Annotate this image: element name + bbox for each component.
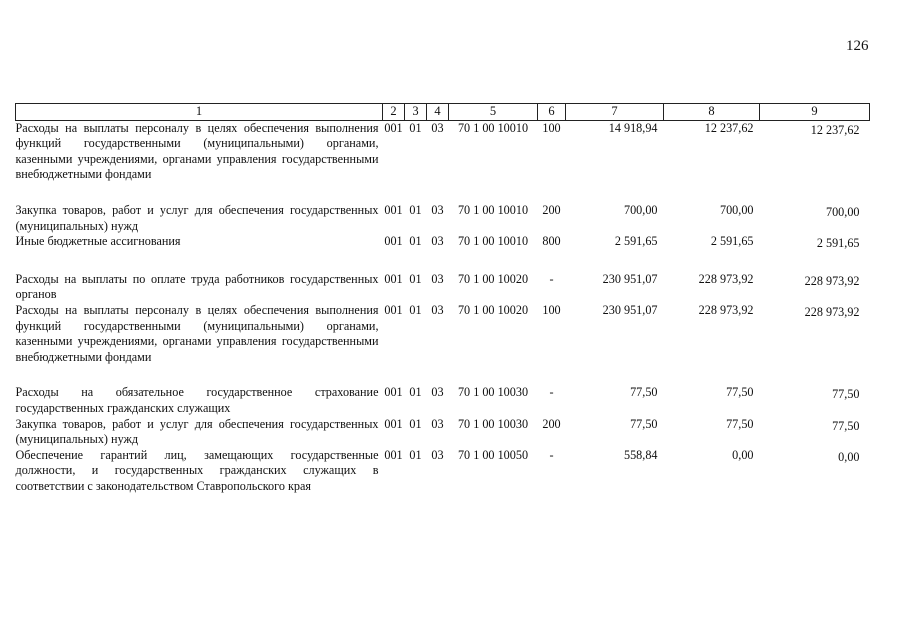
cell-amount-col7: 700,00 bbox=[623, 202, 658, 217]
cell-section: 01 bbox=[409, 202, 422, 217]
cell-expense-type: 200 bbox=[542, 416, 561, 431]
cell-subsection: 03 bbox=[431, 271, 444, 286]
cell-target-article: 70 1 00 10010 bbox=[457, 234, 529, 249]
cell-amount-col8: 77,50 bbox=[726, 416, 754, 431]
cell-amount-col7: 558,84 bbox=[623, 447, 658, 462]
cell-section: 01 bbox=[409, 416, 422, 431]
cell-expense-type: - bbox=[549, 385, 554, 400]
row-spacer bbox=[16, 365, 870, 385]
column-header: 8 bbox=[664, 104, 760, 121]
table-row bbox=[16, 448, 870, 495]
cell-amount-col8: 77,50 bbox=[726, 385, 754, 400]
cell-amount-col8: 2 591,65 bbox=[710, 234, 754, 249]
budget-table bbox=[15, 103, 869, 494]
cell-section: 01 bbox=[409, 302, 422, 317]
cell-description: Закупка товаров, работ и услуг для обеспечения государственных (муниципальных) нужд bbox=[15, 202, 379, 233]
cell-description: Расходы на обязательное государственное страхование государственных гражданских служащих bbox=[15, 385, 379, 415]
cell-description: Расходы на выплаты персоналу в целях обеспечения выполнения функций государственными (муниципальными) органами, казенными учреждениями, органами управления государственными внебюджетными фондами bbox=[15, 120, 379, 182]
cell-amount-col9: 12 237,62 bbox=[810, 122, 860, 137]
cell-description: Иные бюджетные ассигнования bbox=[15, 234, 181, 249]
cell-admin-code: 001 bbox=[384, 416, 403, 431]
spacer-cell bbox=[16, 365, 870, 385]
cell-target-article: 70 1 00 10050 bbox=[457, 447, 529, 462]
cell-subsection: 03 bbox=[431, 234, 444, 249]
cell-amount-col7: 2 591,65 bbox=[614, 234, 658, 249]
cell-expense-type: 800 bbox=[542, 234, 561, 249]
column-header: 4 bbox=[427, 104, 449, 121]
cell-admin-code: 001 bbox=[384, 302, 403, 317]
cell-admin-code: 001 bbox=[384, 385, 403, 400]
cell-section: 01 bbox=[409, 271, 422, 286]
cell-description: Расходы на выплаты персоналу в целях обеспечения выполнения функций государственными (муниципальными) органами, казенными учреждениями, органами управления государственными внебюджетными фондами bbox=[15, 302, 379, 364]
cell-subsection: 03 bbox=[431, 385, 444, 400]
column-header: 9 bbox=[760, 104, 870, 121]
cell-amount-col9: 77,50 bbox=[832, 387, 860, 402]
table-row bbox=[16, 234, 870, 252]
cell-expense-type: - bbox=[549, 271, 554, 286]
cell-amount-col7: 77,50 bbox=[630, 385, 658, 400]
column-header: 3 bbox=[405, 104, 427, 121]
cell-amount-col9: 228 973,92 bbox=[804, 304, 860, 319]
cell-subsection: 03 bbox=[431, 202, 444, 217]
cell-amount-col8: 12 237,62 bbox=[704, 120, 754, 135]
table-row bbox=[16, 417, 870, 448]
cell-target-article: 70 1 00 10020 bbox=[457, 271, 529, 286]
cell-amount-col9: 228 973,92 bbox=[804, 273, 860, 288]
cell-target-article: 70 1 00 10010 bbox=[457, 120, 529, 135]
cell-amount-col8: 228 973,92 bbox=[698, 302, 754, 317]
cell-description: Обеспечение гарантий лиц, замещающих государственные должности, и государственных гражданских служащих в соответствии с законодательством Ставропольского края bbox=[15, 447, 379, 493]
cell-amount-col7: 230 951,07 bbox=[602, 271, 658, 286]
column-header: 6 bbox=[538, 104, 566, 121]
spacer-cell bbox=[16, 183, 870, 203]
page-number: 126 bbox=[846, 38, 869, 54]
cell-amount-col8: 228 973,92 bbox=[698, 271, 754, 286]
header-row bbox=[16, 104, 870, 121]
cell-subsection: 03 bbox=[431, 447, 444, 462]
cell-target-article: 70 1 00 10030 bbox=[457, 385, 529, 400]
cell-section: 01 bbox=[409, 120, 422, 135]
cell-target-article: 70 1 00 10010 bbox=[457, 202, 529, 217]
cell-admin-code: 001 bbox=[384, 120, 403, 135]
row-spacer bbox=[16, 252, 870, 272]
column-header: 2 bbox=[383, 104, 405, 121]
cell-amount-col7: 230 951,07 bbox=[602, 302, 658, 317]
cell-amount-col8: 700,00 bbox=[719, 202, 754, 217]
cell-description: Расходы на выплаты по оплате труда работников государственных органов bbox=[15, 271, 379, 302]
cell-target-article: 70 1 00 10020 bbox=[457, 302, 529, 317]
table-row bbox=[16, 203, 870, 234]
column-header: 7 bbox=[566, 104, 664, 121]
cell-amount-col8: 0,00 bbox=[732, 447, 754, 462]
table-row bbox=[16, 303, 870, 365]
cell-expense-type: 200 bbox=[542, 202, 561, 217]
cell-section: 01 bbox=[409, 234, 422, 249]
cell-description: Закупка товаров, работ и услуг для обеспечения государственных (муниципальных) нужд bbox=[15, 416, 379, 447]
cell-amount-col9: 77,50 bbox=[832, 418, 860, 433]
cell-amount-col9: 700,00 bbox=[825, 204, 860, 219]
cell-admin-code: 001 bbox=[384, 271, 403, 286]
spacer-cell bbox=[16, 252, 870, 272]
column-header: 5 bbox=[449, 104, 538, 121]
cell-expense-type: - bbox=[549, 447, 554, 462]
row-spacer bbox=[16, 183, 870, 203]
table-body bbox=[16, 120, 870, 494]
table-row bbox=[16, 385, 870, 416]
column-header: 1 bbox=[16, 104, 383, 121]
cell-subsection: 03 bbox=[431, 416, 444, 431]
table-row bbox=[16, 272, 870, 303]
cell-admin-code: 001 bbox=[384, 234, 403, 249]
cell-expense-type: 100 bbox=[542, 302, 561, 317]
cell-expense-type: 100 bbox=[542, 120, 561, 135]
cell-subsection: 03 bbox=[431, 302, 444, 317]
cell-amount-col7: 14 918,94 bbox=[608, 120, 658, 135]
cell-amount-col9: 0,00 bbox=[838, 449, 860, 464]
cell-section: 01 bbox=[409, 385, 422, 400]
cell-amount-col7: 77,50 bbox=[630, 416, 658, 431]
cell-section: 01 bbox=[409, 447, 422, 462]
table-row bbox=[16, 120, 870, 183]
cell-admin-code: 001 bbox=[384, 202, 403, 217]
cell-admin-code: 001 bbox=[384, 447, 403, 462]
cell-amount-col9: 2 591,65 bbox=[816, 236, 860, 251]
cell-target-article: 70 1 00 10030 bbox=[457, 416, 529, 431]
cell-subsection: 03 bbox=[431, 120, 444, 135]
